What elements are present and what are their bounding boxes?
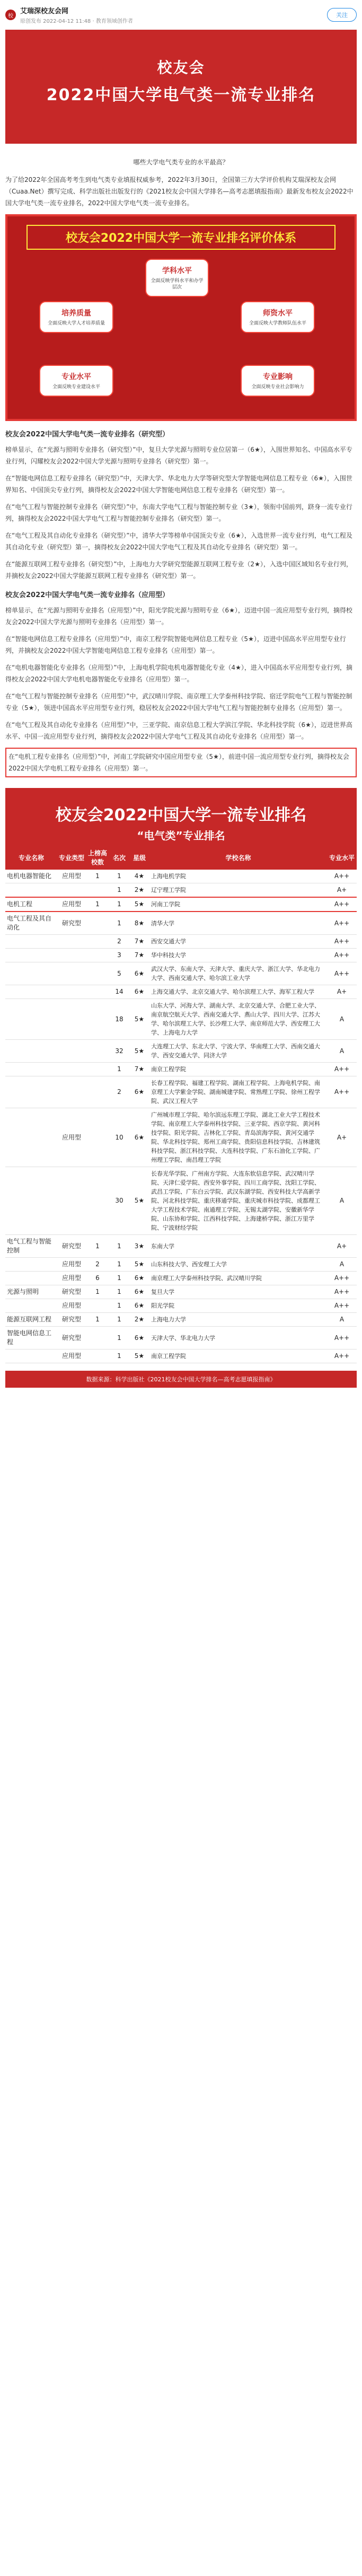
- system-box: 专业影响 全面反映专业社会影响力: [241, 365, 315, 397]
- cell-level: A++: [327, 1063, 357, 1076]
- cell-school: 山东科技大学、西安理工大学: [149, 1258, 327, 1272]
- cell-major: [5, 1272, 57, 1285]
- research-section-title: 校友会2022中国大学电气类一流专业排名（研究型）: [5, 431, 170, 439]
- applied-paragraph: 在“电气工程及其自动化专业排名（应用型）”中，三亚学院、南京信息工程大学滨江学院、华北科技学院（6★），迈进世界高水平、中国一流应用型专业行列，摘得校友会2022中国大学电气工程及其自动化专业排名（应用型）第一。: [5, 721, 352, 740]
- cell-star: 6★: [129, 985, 149, 999]
- cell-star: 8★: [129, 912, 149, 935]
- cell-major: [5, 1108, 57, 1167]
- cell-rank: 1: [109, 1327, 129, 1350]
- cell-major: 电气工程及其自动化: [5, 912, 57, 935]
- cell-rank: 1: [109, 1063, 129, 1076]
- col-header: 专业类型: [57, 845, 86, 870]
- cell-count: [86, 935, 109, 949]
- cell-level: A++: [327, 1350, 357, 1363]
- cell-count: [86, 1327, 109, 1350]
- cell-major: [5, 985, 57, 999]
- table-row: [5, 935, 357, 949]
- table-row: [5, 897, 357, 912]
- cell-rank: 1: [109, 870, 129, 883]
- cell-count: 1: [86, 1235, 109, 1258]
- cell-type: [57, 1040, 86, 1063]
- cell-school: 南京理工大学泰州科技学院、武汉晴川学院: [149, 1272, 327, 1285]
- cell-major: 电机工程: [5, 897, 57, 912]
- table-row: [5, 1299, 357, 1313]
- cell-count: [86, 883, 109, 898]
- banner-line2: 2022中国大学电气类一流专业排名: [46, 86, 316, 104]
- applied-paragraph: 在“电气工程与智能控制专业排名（应用型）”中，武汉晴川学院、南京理工大学泰州科技学院、宿迁学院电气工程与智能控制专业（5★），领进中国高水平应用型专业行列，稳居校友会2022中国大学电气工程与智能控制专业排名（应用型）第一。: [5, 693, 352, 712]
- cell-star: 5★: [129, 897, 149, 912]
- cell-level: A++: [327, 1327, 357, 1350]
- cell-school: 南京工程学院: [149, 1350, 327, 1363]
- cell-star: 6★: [129, 1076, 149, 1108]
- banner-line1: 校友会: [157, 59, 205, 76]
- cell-school: 东南大学: [149, 1235, 327, 1258]
- cell-rank: 32: [109, 1040, 129, 1063]
- table-row: [5, 1167, 357, 1235]
- cell-school: 长春光华学院、广州南方学院、大连东软信息学院、武汉晴川学院、天津仁爱学院、西安外事学院、四川工商学院、沈阳工学院、武昌工学院、广东白云学院、武汉东湖学院、西安科技大学高新学院、河北科技学院、重庆移通学院、重庆城市科技学院、成都理工大学工程技术学院、南通理工学院、无锡太湖学院、安徽新华学院、山东协和学院、江西科技学院、上海建桥学院、浙江万里学院、宁波财经学院: [149, 1167, 327, 1235]
- cell-star: 6★: [129, 1299, 149, 1313]
- cell-star: 6★: [129, 1327, 149, 1350]
- cell-level: A: [327, 1040, 357, 1063]
- col-header: 专业名称: [5, 845, 57, 870]
- col-header: 上榜高校数: [86, 845, 109, 870]
- table-row: [5, 1272, 357, 1285]
- cell-level: A++: [327, 935, 357, 949]
- cell-major: [5, 883, 57, 898]
- cell-level: A++: [327, 1272, 357, 1285]
- cell-type: 应用型: [57, 1258, 86, 1272]
- table-row: [5, 883, 357, 898]
- cell-count: [86, 1040, 109, 1063]
- cell-type: [57, 949, 86, 962]
- cell-count: 1: [86, 1313, 109, 1327]
- cell-rank: 1: [109, 1313, 129, 1327]
- cell-rank: 3: [109, 949, 129, 962]
- research-paragraph: 在“智能电网信息工程专业排名（研究型）”中，天津大学、华北电力大学等研究型大学智能电网信息工程专业（6★），入围世界知名、中国顶尖专业行列，摘得校友会2022中国大学智能电网信息工程专业排名（研究型）第一。: [5, 475, 352, 494]
- cell-major: [5, 1299, 57, 1313]
- hero-banner: [5, 30, 357, 144]
- ranking-banner-line2: “电气类”专业排名: [137, 829, 225, 842]
- table-row: [5, 870, 357, 883]
- table-row: [5, 985, 357, 999]
- cell-rank: 1: [109, 1235, 129, 1258]
- ranking-table: [5, 845, 357, 1363]
- cell-type: 研究型: [57, 1235, 86, 1258]
- cell-star: 5★: [129, 1040, 149, 1063]
- col-header: 专业水平: [327, 845, 357, 870]
- table-row: [5, 962, 357, 985]
- cell-type: [57, 985, 86, 999]
- cell-school: 天津大学、华北电力大学: [149, 1327, 327, 1350]
- source-footer: 数据来源：科学出版社《2021校友会中国大学排名—高考志愿填报指南》: [5, 1371, 357, 1388]
- cell-major: [5, 1076, 57, 1108]
- cell-star: 4★: [129, 870, 149, 883]
- cell-type: [57, 999, 86, 1040]
- cell-level: A++: [327, 1076, 357, 1108]
- applied-paragraph: 在“智能电网信息工程专业排名（应用型）”中，南京工程学院智能电网信息工程专业（5★），迈进中国高水平应用型专业行列，并摘校友会2022中国大学智能电网信息工程专业排名（应用型）第一。: [5, 635, 346, 654]
- table-row: [5, 1350, 357, 1363]
- cell-star: 6★: [129, 1272, 149, 1285]
- cell-major: [5, 1063, 57, 1076]
- cell-major: 智能电网信息工程: [5, 1327, 57, 1350]
- cell-count: [86, 1350, 109, 1363]
- cell-level: A++: [327, 949, 357, 962]
- cell-rank: 1: [109, 1350, 129, 1363]
- col-header: 学校名称: [149, 845, 327, 870]
- account-name[interactable]: 艾瑞深校友会网: [20, 7, 69, 15]
- cell-star: 5★: [129, 1258, 149, 1272]
- table-row: [5, 1313, 357, 1327]
- evaluation-system-graphic: [5, 214, 357, 421]
- cell-major: 电气工程与智能控制: [5, 1235, 57, 1258]
- table-row: [5, 1285, 357, 1299]
- cell-type: 应用型: [57, 1299, 86, 1313]
- system-title: 校友会2022中国大学一流专业排名评价体系: [27, 225, 335, 250]
- cell-type: 应用型: [57, 1350, 86, 1363]
- cell-type: 研究型: [57, 1285, 86, 1299]
- applied-paragraph: 在“电机电器智能化专业排名（应用型）”中，上海电机学院电机电器智能化专业（4★），进入中国高水平应用型专业行列，摘得校友会2022中国大学电机电器智能化专业排名（应用型）第一。: [5, 664, 352, 683]
- cell-count: [86, 949, 109, 962]
- cell-level: A+: [327, 883, 357, 898]
- cell-school: 西安交通大学: [149, 935, 327, 949]
- cell-school: 河南工学院: [149, 897, 327, 912]
- cell-type: 应用型: [57, 1272, 86, 1285]
- cell-school: 武汉大学、东南大学、天津大学、重庆大学、浙江大学、华北电力大学、西南交通大学、哈尔滨工业大学: [149, 962, 327, 985]
- highlighted-paragraph: 在“电机工程专业排名（应用型）”中，河南工学院研究中国应用型专业（5★），前进中国一流应用型专业行列，摘得校友会2022中国大学电机工程专业排名（应用型）第一。: [5, 748, 357, 777]
- research-paragraph: 在“电气工程与智能控制专业排名（研究型）”中，东南大学电气工程与智能控制专业（3★），领衔中国前列，跻身一流专业行列，摘得校友会2022中国大学电气工程与智能控制专业排名（研究型）第一。: [5, 503, 352, 522]
- cell-rank: 10: [109, 1108, 129, 1167]
- col-header: 星级: [129, 845, 149, 870]
- cell-count: [86, 1299, 109, 1313]
- cell-type: 研究型: [57, 1327, 86, 1350]
- cell-school: 上海交通大学、北京交通大学、哈尔滨理工大学、海军工程大学: [149, 985, 327, 999]
- cell-type: 研究型: [57, 1313, 86, 1327]
- cell-type: [57, 883, 86, 898]
- cell-rank: 1: [109, 912, 129, 935]
- cell-type: [57, 962, 86, 985]
- post-meta: 原创发布 2022-04-12 11:48 · 教育领域创作者: [20, 19, 133, 24]
- cell-level: A++: [327, 1299, 357, 1313]
- ranking-banner: [5, 788, 357, 845]
- follow-button[interactable]: 关注: [327, 8, 357, 22]
- cell-count: 6: [86, 1272, 109, 1285]
- cell-star: 2★: [129, 883, 149, 898]
- cell-rank: 14: [109, 985, 129, 999]
- table-row: [5, 912, 357, 935]
- cell-level: A: [327, 999, 357, 1040]
- cell-type: 应用型: [57, 897, 86, 912]
- cell-school: 广州城市理工学院、哈尔滨远东理工学院、湖北工业大学工程技术学院、南京理工大学泰州科技学院、三亚学院、西京学院、黄河科技学院、阳光学院、吉林化工学院、青岛滨海学院、黄河交通学院、华北科技学院、郑州工商学院、贵阳信息科技学院、吉林建筑科技学院、浙江科技学院、大连科技学院、广东石油化工学院、广州理工学院、南昌理工学院: [149, 1108, 327, 1167]
- cell-school: 复旦大学: [149, 1285, 327, 1299]
- cell-major: [5, 962, 57, 985]
- cell-star: 5★: [129, 1350, 149, 1363]
- cell-rank: 1: [109, 1258, 129, 1272]
- table-row: [5, 1258, 357, 1272]
- cell-school: 阳光学院: [149, 1299, 327, 1313]
- cell-level: A: [327, 1313, 357, 1327]
- table-row: [5, 1327, 357, 1350]
- cell-rank: 1: [109, 1299, 129, 1313]
- cell-count: 1: [86, 1285, 109, 1299]
- cell-level: A++: [327, 912, 357, 935]
- research-paragraph: 在“电气工程及其自动化专业排名（研究型）”中，清华大学等榜单中国顶尖专业（6★），入选世界一流专业行列，电气工程及其自动化专业（研究型）第一，摘得校友会2022中国大学电气工程及其自动化专业排名（研究型）第一。: [5, 532, 352, 551]
- intro-paragraph: 为了给2022年全国高考考生到电气类专业填报权威参考，2022年3月30日，全国第三方大学评价机构艾瑞深校友会网（Cuaa.Net）撰写完成、科学出版社出版发行的《2021校友会中国大学排名—高考志愿填报指南》最新发布校友会2022中国大学电气类一流专业排名，2022中国大学电气类一流专业排名。: [5, 176, 354, 207]
- cell-rank: 1: [109, 883, 129, 898]
- cell-major: 能源互联网工程: [5, 1313, 57, 1327]
- table-row: [5, 1063, 357, 1076]
- cell-count: [86, 1108, 109, 1167]
- table-row: [5, 1108, 357, 1167]
- table-row: [5, 949, 357, 962]
- cell-level: A+: [327, 1235, 357, 1258]
- cell-level: A++: [327, 1285, 357, 1299]
- cell-school: 辽宁理工学院: [149, 883, 327, 898]
- col-header: 名次: [109, 845, 129, 870]
- cell-school: 大连理工大学、东北大学、宁波大学、华南理工大学、西南交通大学、西安交通大学、同济大学: [149, 1040, 327, 1063]
- cell-rank: 18: [109, 999, 129, 1040]
- system-box: 师资水平 全面反映大学教师队伍水平: [241, 301, 315, 333]
- cell-star: 6★: [129, 962, 149, 985]
- cell-major: [5, 935, 57, 949]
- cell-rank: 2: [109, 935, 129, 949]
- cell-rank: 2: [109, 1076, 129, 1108]
- research-paragraph: 榜单显示，在“光源与照明专业排名（研究型）”中，复旦大学光源与照明专业位居第一（6★），入围世界知名、中国高水平专业行列，闪耀校友会2022中国大学光源与照明专业排名（研究型）第一。: [5, 446, 352, 465]
- cell-major: [5, 949, 57, 962]
- cell-school: 长春工程学院、福建工程学院、湖南工程学院、上海电机学院、南京理工大学紫金学院、湖南城建学院、常熟理工学院、徐州工程学院、武汉工程大学: [149, 1076, 327, 1108]
- article-header: [0, 0, 362, 30]
- table-row: [5, 999, 357, 1040]
- cell-count: [86, 985, 109, 999]
- cell-type: [57, 1063, 86, 1076]
- cell-rank: 5: [109, 962, 129, 985]
- cell-major: [5, 1350, 57, 1363]
- cell-star: 7★: [129, 935, 149, 949]
- research-paragraph: 在“能源互联网工程专业排名（研究型）”中，上海电力大学研究型能源互联网工程专业（2★），入选中国区域知名专业行列，并摘校友会2022中国大学能源互联网工程专业排名（研究型）第一。: [5, 560, 352, 580]
- system-box: 培养质量 全面反映大学人才培养质量: [39, 301, 113, 333]
- cell-major: [5, 999, 57, 1040]
- cell-rank: 30: [109, 1167, 129, 1235]
- cell-school: 南京工程学院: [149, 1063, 327, 1076]
- cell-count: [86, 1063, 109, 1076]
- cell-major: [5, 1167, 57, 1235]
- cell-rank: 1: [109, 1272, 129, 1285]
- cell-school: 华中科技大学: [149, 949, 327, 962]
- cell-count: 1: [86, 897, 109, 912]
- applied-paragraph: 榜单显示，在“光源与照明专业排名（应用型）”中，阳光学院光源与照明专业（6★），迈进中国一流应用型专业行列，摘得校友会2022中国大学光源与照明专业排名（应用型）第一。: [5, 607, 352, 626]
- cell-level: A++: [327, 897, 357, 912]
- article-body: [0, 157, 362, 1388]
- cell-level: A++: [327, 870, 357, 883]
- cell-level: A: [327, 1258, 357, 1272]
- ranking-banner-line1: 校友会2022中国大学一流专业排名: [55, 806, 307, 825]
- intro-question: 哪些大学电气类专业的水平最高？: [133, 159, 229, 166]
- cell-major: [5, 1258, 57, 1272]
- cell-count: [86, 1167, 109, 1235]
- cell-star: 5★: [129, 999, 149, 1040]
- cell-count: 1: [86, 870, 109, 883]
- cell-school: 上海电力大学: [149, 1313, 327, 1327]
- cell-school: 上海电机学院: [149, 870, 327, 883]
- system-box: 专业水平 全面反映专业建设水平: [39, 365, 113, 397]
- account-logo[interactable]: 校: [5, 10, 16, 20]
- cell-count: [86, 962, 109, 985]
- cell-star: 7★: [129, 949, 149, 962]
- cell-rank: 1: [109, 897, 129, 912]
- table-row: [5, 1076, 357, 1108]
- applied-section-title: 校友会2022中国大学电气类一流专业排名（应用型）: [5, 591, 170, 599]
- cell-type: 研究型: [57, 912, 86, 935]
- cell-rank: 1: [109, 1285, 129, 1299]
- cell-count: [86, 912, 109, 935]
- cell-type: [57, 935, 86, 949]
- cell-school: 清华大学: [149, 912, 327, 935]
- cell-star: 7★: [129, 1063, 149, 1076]
- cell-type: [57, 1167, 86, 1235]
- cell-level: A+: [327, 1108, 357, 1167]
- system-box: 学科水平 全面反映学科水平和办学层次: [145, 259, 209, 297]
- cell-star: 6★: [129, 1285, 149, 1299]
- cell-type: 应用型: [57, 1108, 86, 1167]
- table-row: [5, 1235, 357, 1258]
- cell-major: 电机电器智能化: [5, 870, 57, 883]
- table-row: [5, 1040, 357, 1063]
- cell-school: 山东大学、河海大学、湖南大学、北京交通大学、合肥工业大学、南京航空航天大学、西南交通大学、燕山大学、四川大学、江苏大学、哈尔滨理工大学、长沙理工大学、南京师范大学、西安理工大学、上海电力大学: [149, 999, 327, 1040]
- cell-star: 2★: [129, 1313, 149, 1327]
- cell-count: [86, 1076, 109, 1108]
- cell-star: 3★: [129, 1235, 149, 1258]
- table-header-row: [5, 845, 357, 870]
- cell-count: [86, 999, 109, 1040]
- cell-major: [5, 1040, 57, 1063]
- cell-type: [57, 1076, 86, 1108]
- cell-level: A+: [327, 985, 357, 999]
- cell-level: A++: [327, 962, 357, 985]
- cell-star: 6★: [129, 1108, 149, 1167]
- cell-major: 光源与照明: [5, 1285, 57, 1299]
- cell-type: 应用型: [57, 870, 86, 883]
- cell-star: 5★: [129, 1167, 149, 1235]
- cell-count: 2: [86, 1258, 109, 1272]
- cell-level: A: [327, 1167, 357, 1235]
